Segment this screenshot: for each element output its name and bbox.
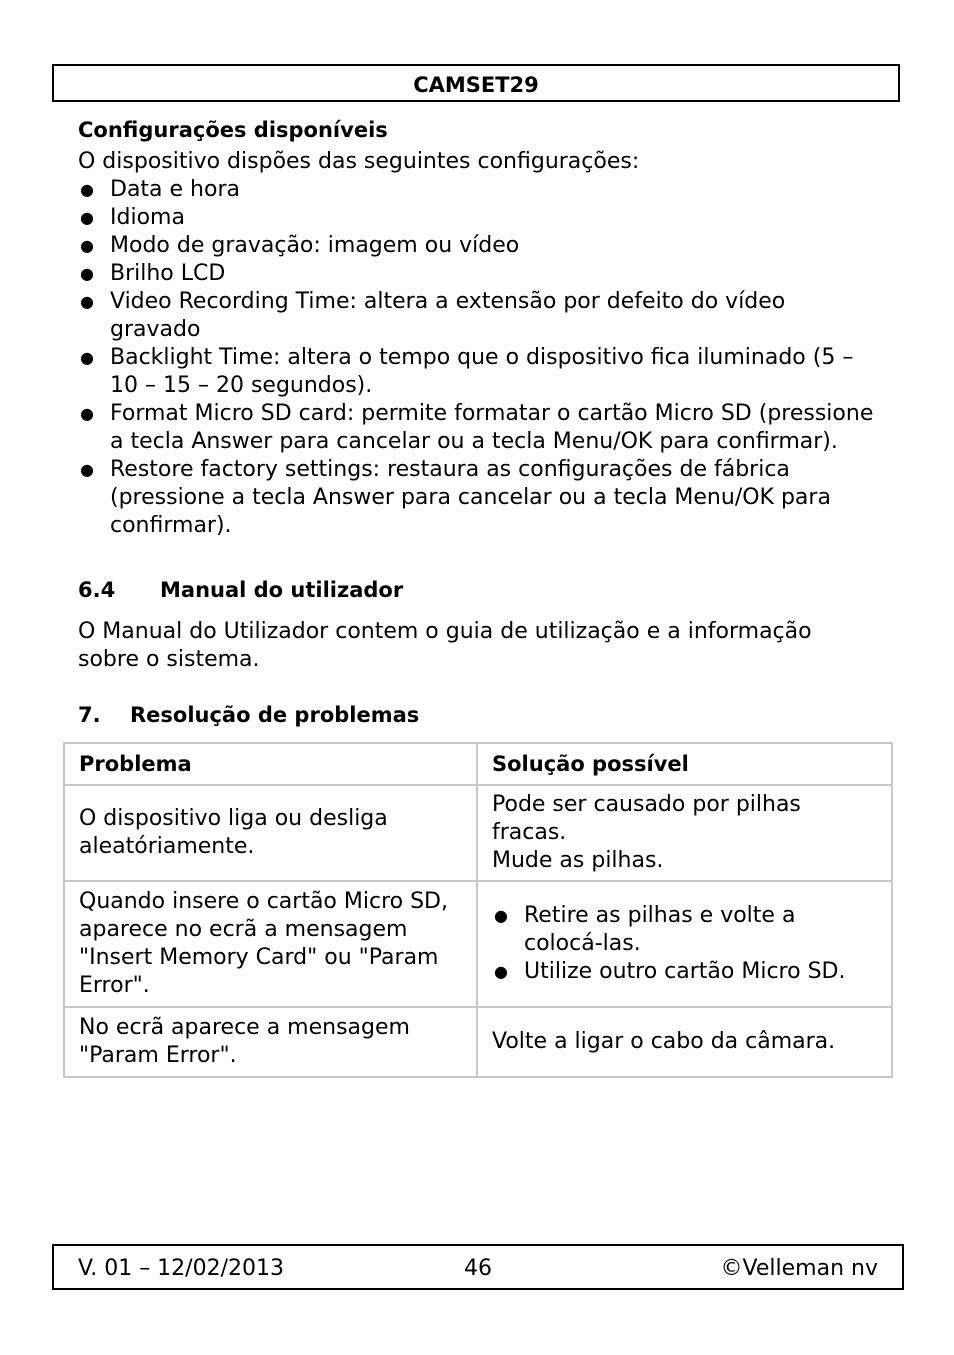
troubleshooting-heading [78,701,419,729]
solution-cell [477,785,892,881]
column-header: Solução possível [477,743,892,785]
bullet-icon: ● [80,264,94,283]
solution-list [492,902,879,986]
bullet-icon: ● [494,906,508,925]
section-number: 7. [78,703,101,727]
solution-text: Mude as pilhas. [492,848,664,873]
settings-intro: O dispositivo dispões das seguintes configurações: [78,149,640,174]
list-item: ● Data e hora [80,177,240,202]
bullet-icon: ● [80,236,94,255]
list-item: ● Video Recording Time: altera a extensão por defeito do vídeo gravado [80,289,786,342]
bullet-icon: ● [80,292,94,311]
model-title: CAMSET29 [413,73,539,97]
page-number: 46 [464,1256,492,1281]
bullet-icon: ● [80,460,94,479]
settings-list [78,176,878,540]
manual-paragraph: O Manual do Utilizador contem o guia de utilização e a informação sobre o sistema. [78,619,812,672]
table-row [64,1007,892,1077]
table-row [64,881,892,1007]
section-title: Manual do utilizador [160,578,404,602]
column-header: Problema [64,743,477,785]
problem-cell: No ecrã aparece a mensagem "Param Error". [64,1007,477,1077]
settings-heading: Configurações disponíveis [78,118,388,142]
table-row [64,785,892,881]
document-footer [52,1244,904,1290]
solution-cell [477,881,892,1007]
list-item: ● Format Micro SD card: permite formatar o cartão Micro SD (pressione a tecla Answer para cancelar ou a tecla Menu/OK para confirmar). [80,401,874,454]
bullet-icon: ● [494,962,508,981]
section-number: 6.4 [78,578,116,602]
document-header [52,64,900,102]
list-item: ● Brilho LCD [80,261,226,286]
list-item: ● Idioma [80,205,185,230]
solution-text: Pode ser causado por pilhas fracas. [492,792,801,845]
bullet-icon: ● [80,348,94,367]
list-item: ● Restore factory settings: restaura as configurações de fábrica (pressione a tecla Answer para cancelar ou a tecla Menu/OK para confirmar). [80,457,831,538]
version-label: V. 01 – 12/02/2013 [78,1256,284,1281]
bullet-icon: ● [80,208,94,227]
list-item: ● Backlight Time: altera o tempo que o dispositivo fica iluminado (5 – 10 – 15 – 20 segundos). [80,345,854,398]
troubleshooting-table [63,742,893,1078]
problem-cell: O dispositivo liga ou desliga aleatóriamente. [64,785,477,881]
problem-cell: Quando insere o cartão Micro SD, aparece no ecrã a mensagem "Insert Memory Card" ou "Param Error". [64,881,477,1007]
manual-heading [78,576,403,604]
solution-cell: Volte a ligar o cabo da câmara. [477,1007,892,1077]
copyright-label: ©Velleman nv [720,1256,878,1281]
list-item: ● Retire as pilhas e volte a colocá-las. [494,903,796,956]
list-item: ● Utilize outro cartão Micro SD. [494,959,846,984]
list-item: ● Modo de gravação: imagem ou vídeo [80,233,520,258]
table-header-row [64,743,892,785]
bullet-icon: ● [80,180,94,199]
section-title: Resolução de problemas [130,703,420,727]
bullet-icon: ● [80,404,94,423]
